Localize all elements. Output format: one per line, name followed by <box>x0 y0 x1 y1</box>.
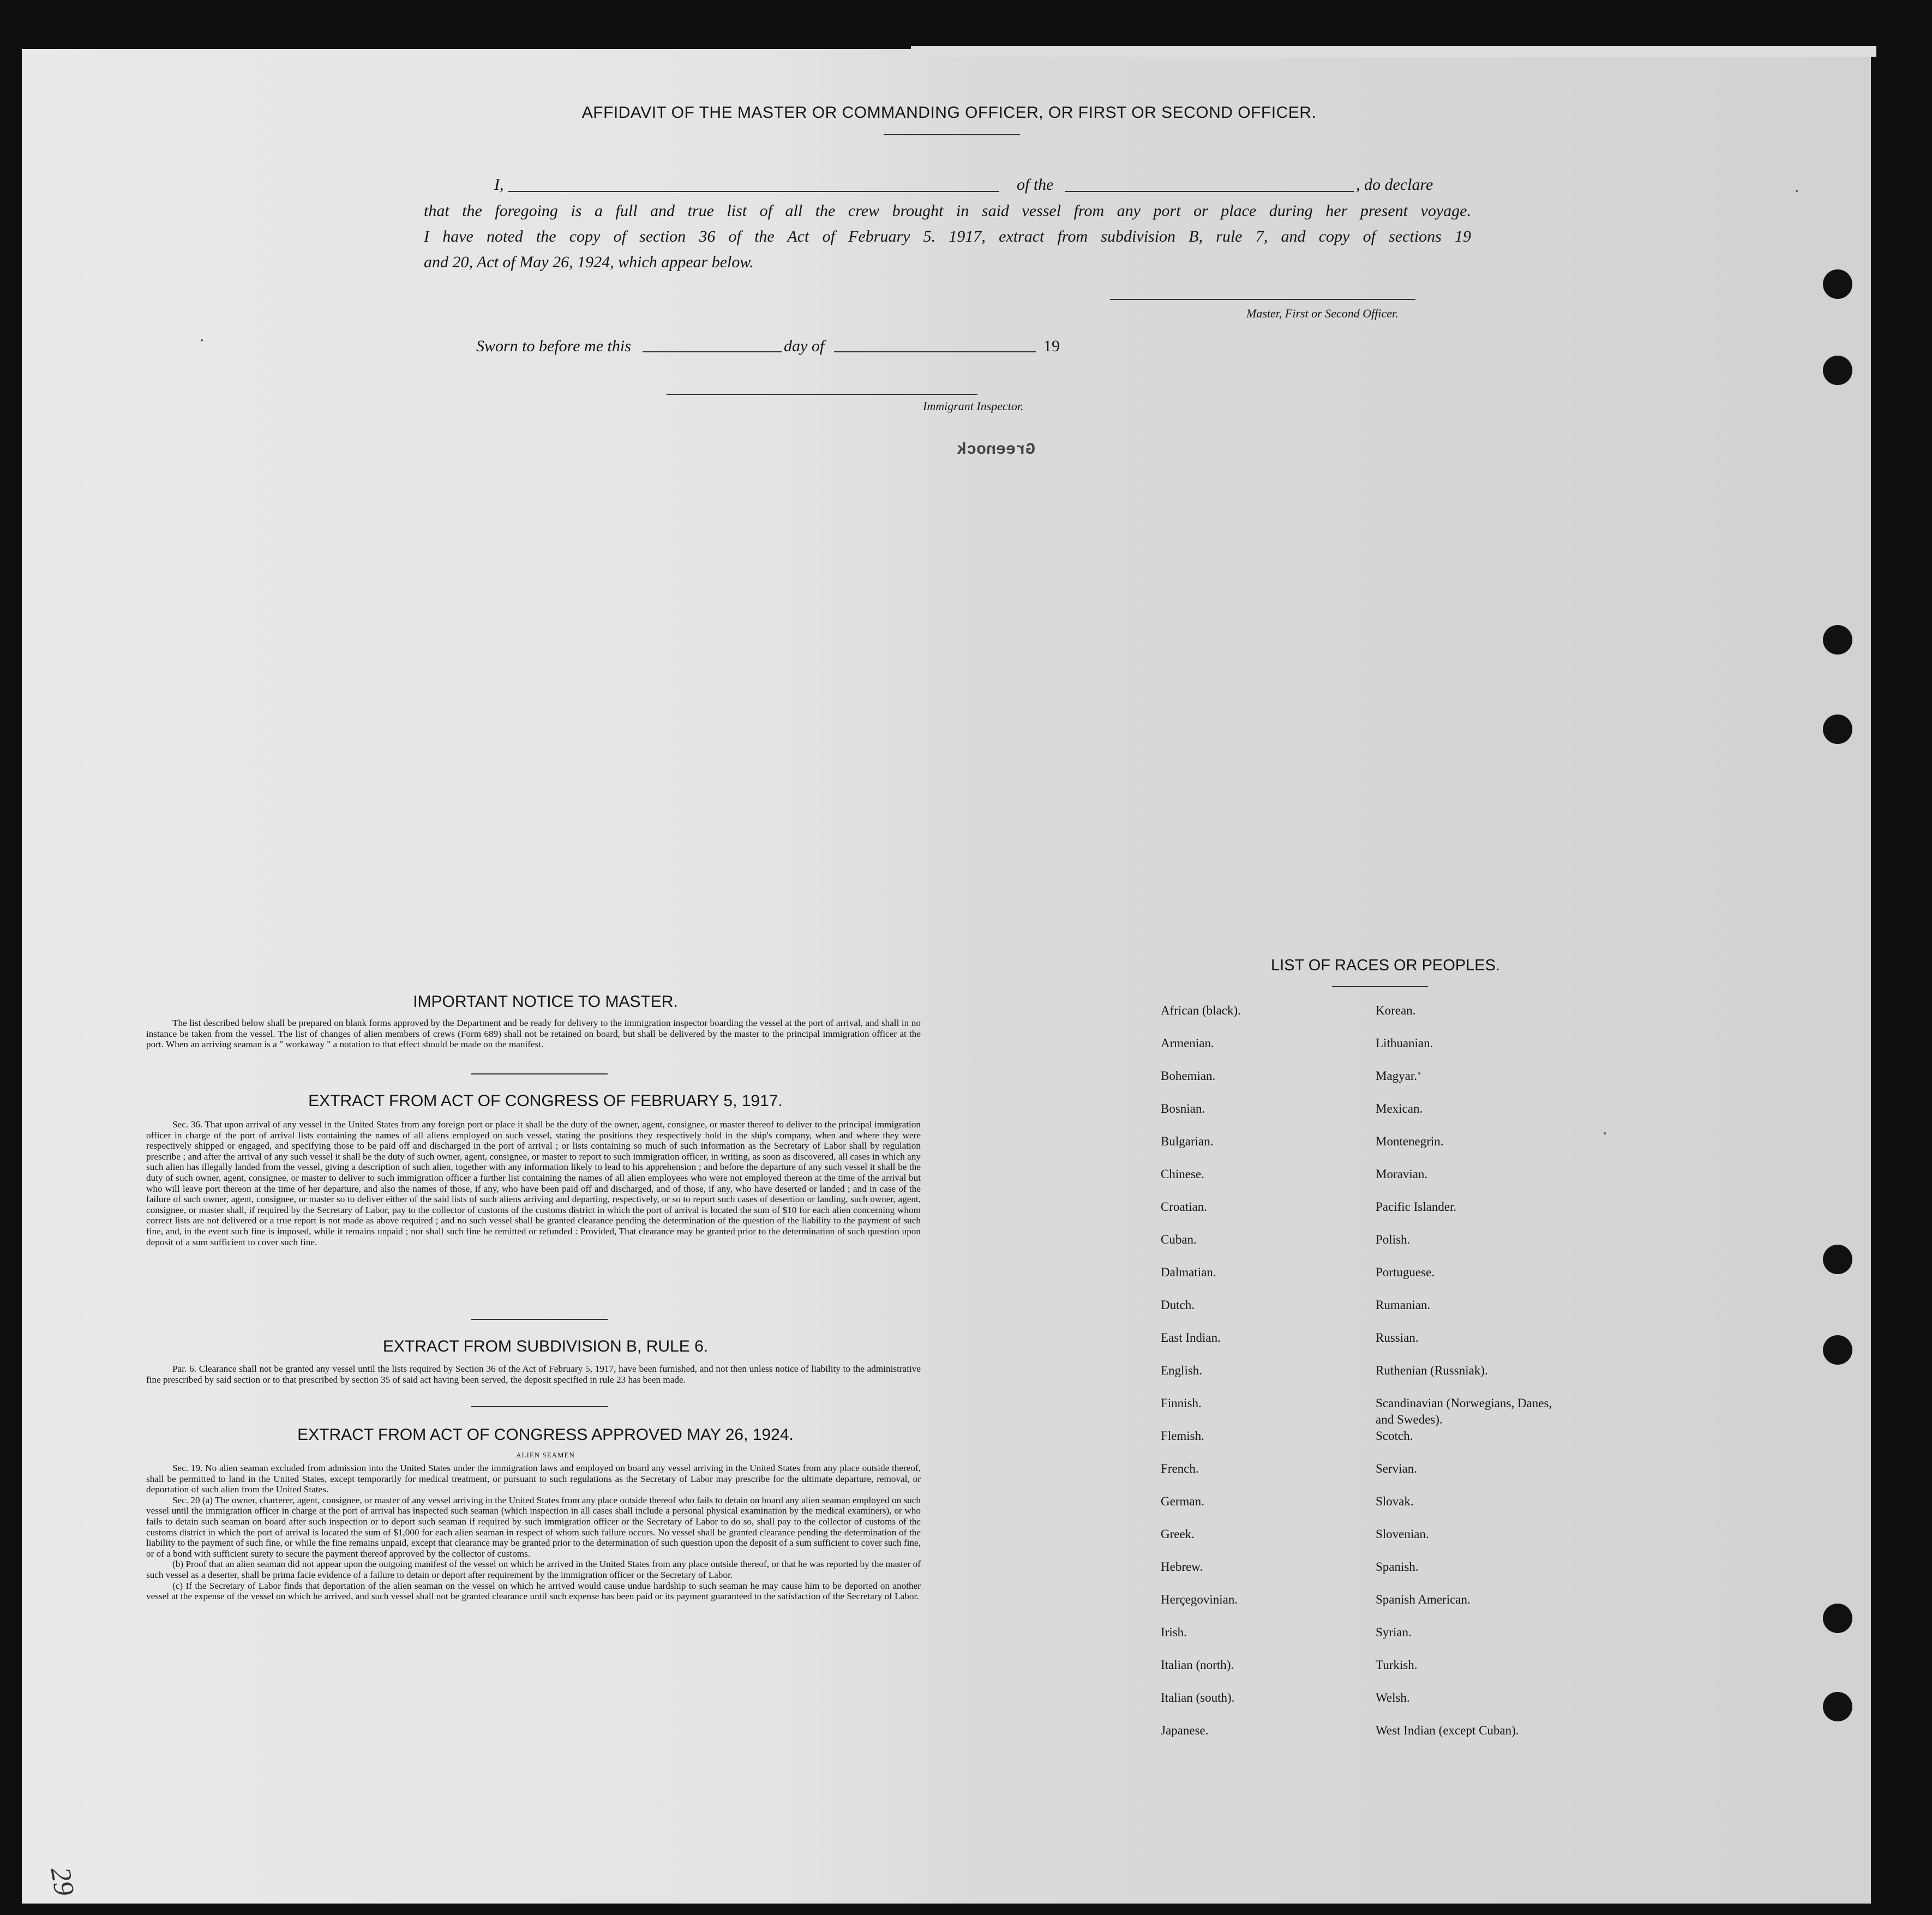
declarant-name-blank[interactable] <box>508 191 999 192</box>
extract-1924-title: EXTRACT FROM ACT OF CONGRESS APPROVED MAY 26, 1924. <box>297 1426 794 1444</box>
affidavit-line4: and 20, Act of May 26, 1924, which appear below. <box>424 253 754 271</box>
races-title: LIST OF RACES OR PEOPLES. <box>1270 957 1501 974</box>
race-item: Russian. <box>1376 1331 1419 1344</box>
speck <box>1418 1072 1420 1074</box>
race-item: Lithuanian. <box>1376 1036 1433 1050</box>
race-item: Flemish. <box>1161 1429 1204 1443</box>
inspector-caption: Immigrant Inspector. <box>923 399 1024 413</box>
notice-title: IMPORTANT NOTICE TO MASTER. <box>413 993 678 1011</box>
rule6-body: Par. 6. Clearance shall not be granted any vessel until the lists required by Section 36 of the Act of February 5, 1917, have been furnished, and not then unless notice of liability to the administrative fine prescribed by said section or to that prescribed by section 35 of said act having been served, the deposit specified in rule 23 has been made. <box>146 1364 921 1385</box>
race-item: Spanish American. <box>1376 1593 1471 1606</box>
speck <box>201 339 203 341</box>
sec20a-paragraph: Sec. 20 (a) The owner, charterer, agent, consignee, or master of any vessel arriving in the United States from any place outside thereof who fails to detain on board any alien seaman employed on such vessel until the immigration officer in charge at the port of arrival has inspected such seaman (which inspection in all cases shall include a personal physical examination by the medical examiners), or who fails to detain such seaman on board after such inspection or to deport such seaman if required by such immigration officer or the Secretary of Labor to do so, shall pay to the collector of customs of the customs district in which the port of arrival is located the sum of $1,000 for each alien seaman in respect of whom such failure occurs. No vessel shall be granted clearance pending the determination of the liability to the payment of such fine, or while the fine remains unpaid, except that clearance may be granted prior to the determination of such question upon the deposit of a sum sufficient to cover such fine, or of a bond with sufficient surety to secure the payment thereof approved by the collector of customs. <box>146 1494 921 1559</box>
race-item: Korean. <box>1376 1004 1416 1017</box>
master-caption: Master, First or Second Officer. <box>1246 307 1399 320</box>
race-item: Finnish. <box>1161 1396 1202 1410</box>
title-underline <box>884 134 1020 135</box>
binder-hole <box>1823 1604 1852 1633</box>
inspector-signature-line[interactable] <box>667 394 977 395</box>
race-item: Turkish. <box>1376 1658 1418 1672</box>
race-item: Scandinavian (Norwegians, Danes, and Swedes). <box>1376 1396 1552 1426</box>
race-item: Spanish. <box>1376 1560 1419 1574</box>
race-item: Servian. <box>1376 1462 1418 1475</box>
race-item: Polish. <box>1376 1233 1411 1246</box>
race-item: Rumanian. <box>1376 1298 1431 1312</box>
affidavit-line1 <box>494 176 1476 197</box>
form-page <box>22 49 1871 1904</box>
sworn-month-blank[interactable] <box>834 351 1036 352</box>
race-item: Dalmatian. <box>1161 1265 1216 1279</box>
race-item: Pacific Islander. <box>1376 1200 1457 1214</box>
speck <box>1604 1132 1606 1134</box>
race-item: Dutch. <box>1161 1298 1195 1312</box>
affidavit-line2: that the foregoing is a full and true list of all the crew brought in said vessel from any port or place during her present voyage. <box>424 202 1471 220</box>
binder-hole <box>1823 715 1852 744</box>
race-item: Syrian. <box>1376 1625 1412 1639</box>
race-item: Herçegovinian. <box>1161 1593 1238 1606</box>
race-item: Welsh. <box>1376 1691 1410 1704</box>
race-item: East Indian. <box>1161 1331 1221 1344</box>
races-left-column <box>1161 1002 1357 1755</box>
master-signature-line[interactable] <box>1110 299 1415 300</box>
race-item: English. <box>1161 1364 1203 1377</box>
races-right-column <box>1376 1002 1561 1755</box>
race-item: Ruthenian (Russniak). <box>1376 1364 1488 1377</box>
race-item: Magyar. <box>1376 1069 1418 1083</box>
mirrored-stamp: Greenock <box>957 441 1036 459</box>
race-item: Hebrew. <box>1161 1560 1203 1574</box>
race-item: Irish. <box>1161 1625 1187 1639</box>
binder-hole <box>1823 625 1852 655</box>
race-item: Bosnian. <box>1161 1102 1205 1115</box>
sworn-line <box>476 337 1131 359</box>
race-item: Chinese. <box>1161 1167 1204 1181</box>
declare-label: , do declare <box>1356 176 1433 194</box>
race-item: West Indian (except Cuban). <box>1376 1724 1519 1737</box>
race-item: Scotch. <box>1376 1429 1413 1443</box>
binder-hole <box>1823 1245 1852 1274</box>
race-item: Slovenian. <box>1376 1527 1429 1541</box>
vessel-label: of the <box>1017 176 1054 194</box>
race-item: Bohemian. <box>1161 1069 1216 1083</box>
sworn-label: Sworn to before me this <box>476 337 631 355</box>
extract-1917-divider <box>471 1319 608 1320</box>
race-item: Italian (south). <box>1161 1691 1235 1704</box>
race-item: Portuguese. <box>1376 1265 1435 1279</box>
race-item: Cuban. <box>1161 1233 1197 1246</box>
race-item: African (black). <box>1161 1004 1241 1017</box>
race-item: Japanese. <box>1161 1724 1209 1737</box>
race-item: Armenian. <box>1161 1036 1214 1050</box>
affidavit-title: AFFIDAVIT OF THE MASTER OR COMMANDING OFFICER, OR FIRST OR SECOND OFFICER. <box>581 104 1317 122</box>
race-item: Italian (north). <box>1161 1658 1234 1672</box>
rule6-divider <box>471 1406 608 1407</box>
notice-body: The list described below shall be prepared on blank forms approved by the Department and be ready for delivery to the immigration inspector boarding the vessel at the port of arrival, and shall in no instance be taken from the vessel. The list of changes of alien members of crews (Form 689) shall not be retained on board, but shall be delivered by the master to the principal immigration officer at the port. When an arriving seaman is a " workaway " a notation to that effect should be made on the manifest. <box>146 1018 921 1050</box>
margin-pencil-note: 29 <box>44 1864 80 1899</box>
races-underline <box>1332 986 1428 987</box>
sec19-paragraph: Sec. 19. No alien seaman excluded from admission into the United States under the immigration laws and employed on board any vessel arriving in the United States from any place outside thereof, shall be permitted to land in the United States, except temporarily for medical treatment, or pursuant to such regulations as the Secretary of Labor may prescribe for the ultimate departure, removal, or deportation of such alien from the United States. <box>146 1463 921 1495</box>
race-item: Greek. <box>1161 1527 1195 1541</box>
declarant-label: I, <box>494 176 504 194</box>
binder-hole <box>1823 1692 1852 1721</box>
race-item: Croatian. <box>1161 1200 1207 1214</box>
extract-1917-body: Sec. 36. That upon arrival of any vessel in the United States from any foreign port or place it shall be the duty of the owner, agent, consignee, or master thereof to deliver to the principal immigration officer in charge of the port of arrival lists containing the names of all aliens employed on such vessel, stating the positions they respectively hold in the ship's company, when and where they were respectively shipped or engaged, and specifying those to be paid off and discharged in the port of arrival ; or lists containing so much of such information as the Secretary of Labor shall by regulation prescribe ; and after the arrival of any such vessel it shall be the duty of such owner, agent, consignee, or master to report to such immigration officer, in writing, as soon as discovered, all cases in which any such alien has illegally landed from the vessel, giving a description of such alien, together with any information likely to lead to his apprehension ; and before the departure of any such vessel it shall be the duty of such owner, agent, consignee, or master to deliver to such immigration officer a further list containing the names of all alien employees who were not employed thereon at the time of the arrival but who will leave port thereon at the time of her departure, and also the names of those, if any, who have been paid off and discharged, and of those, if any, who have deserted or landed ; and in case of the failure of such owner, agent, consignee, or master so to deliver either of the said lists of such aliens arriving and departing, respectively, or so to report such cases of desertion or landing, such owner, agent, consignee, or master shall, if required by the Secretary of Labor, pay to the collector of customs of the customs district in which the port of arrival is located the sum of $10 for each alien concerning whom correct lists are not delivered or a true report is not made as above required ; and no such vessel shall be granted clearance pending the determination of the question of the liability to the payment of such fine, and, in the event such fine is imposed, while it remains unpaid ; nor shall such fine be remitted or refunded : Provided, That clearance may be granted prior to the determination of such question upon deposit of a sum sufficient to cover such fine. <box>146 1119 921 1247</box>
page-edge <box>911 46 1876 57</box>
speck <box>1796 190 1798 192</box>
race-item: Moravian. <box>1376 1167 1428 1181</box>
sec20c-paragraph: (c) If the Secretary of Labor finds that deportation of the alien seaman on the vessel on which he arrived would cause undue hardship to such seaman he may cause him to be deported on another vessel at the expense of the vessel on which he arrived, and such vessel shall not be granted clearance until such expense has been paid or its payment guaranteed to the satisfaction of the Secretary of Labor. <box>146 1580 921 1602</box>
vessel-name-blank[interactable] <box>1065 191 1354 192</box>
race-item: French. <box>1161 1462 1199 1475</box>
sworn-day-blank[interactable] <box>643 351 782 352</box>
binder-hole <box>1823 1335 1852 1365</box>
day-of-label: day of <box>784 337 825 355</box>
race-item: German. <box>1161 1494 1204 1508</box>
extract-1924-body <box>146 1463 921 1602</box>
race-item: Mexican. <box>1376 1102 1423 1115</box>
race-item: Montenegrin. <box>1376 1134 1444 1148</box>
extract-1924-subtitle: ALIEN SEAMEN <box>516 1451 575 1459</box>
binder-hole <box>1823 356 1852 385</box>
race-item: Slovak. <box>1376 1494 1414 1508</box>
affidavit-line3: I have noted the copy of section 36 of the Act of February 5. 1917, extract from subdivision B, rule 7, and copy of sections 19 <box>424 227 1471 245</box>
rule6-title: EXTRACT FROM SUBDIVISION B, RULE 6. <box>382 1337 709 1355</box>
extract-1917-title: EXTRACT FROM ACT OF CONGRESS OF FEBRUARY 5, 1917. <box>308 1092 783 1110</box>
binder-hole <box>1823 269 1852 299</box>
race-item: Bulgarian. <box>1161 1134 1214 1148</box>
sec20b-paragraph: (b) Proof that an alien seaman did not appear upon the outgoing manifest of the vessel on which he arrived in the United States from any place outside thereof, or that he was reported by the master of such vessel as a deserter, shall be prima facie evidence of a failure to detain or deport after requirement by the immigration officer or the Secretary of Labor. <box>146 1559 921 1580</box>
notice-divider <box>471 1073 608 1074</box>
year-label: 19 <box>1043 337 1060 355</box>
